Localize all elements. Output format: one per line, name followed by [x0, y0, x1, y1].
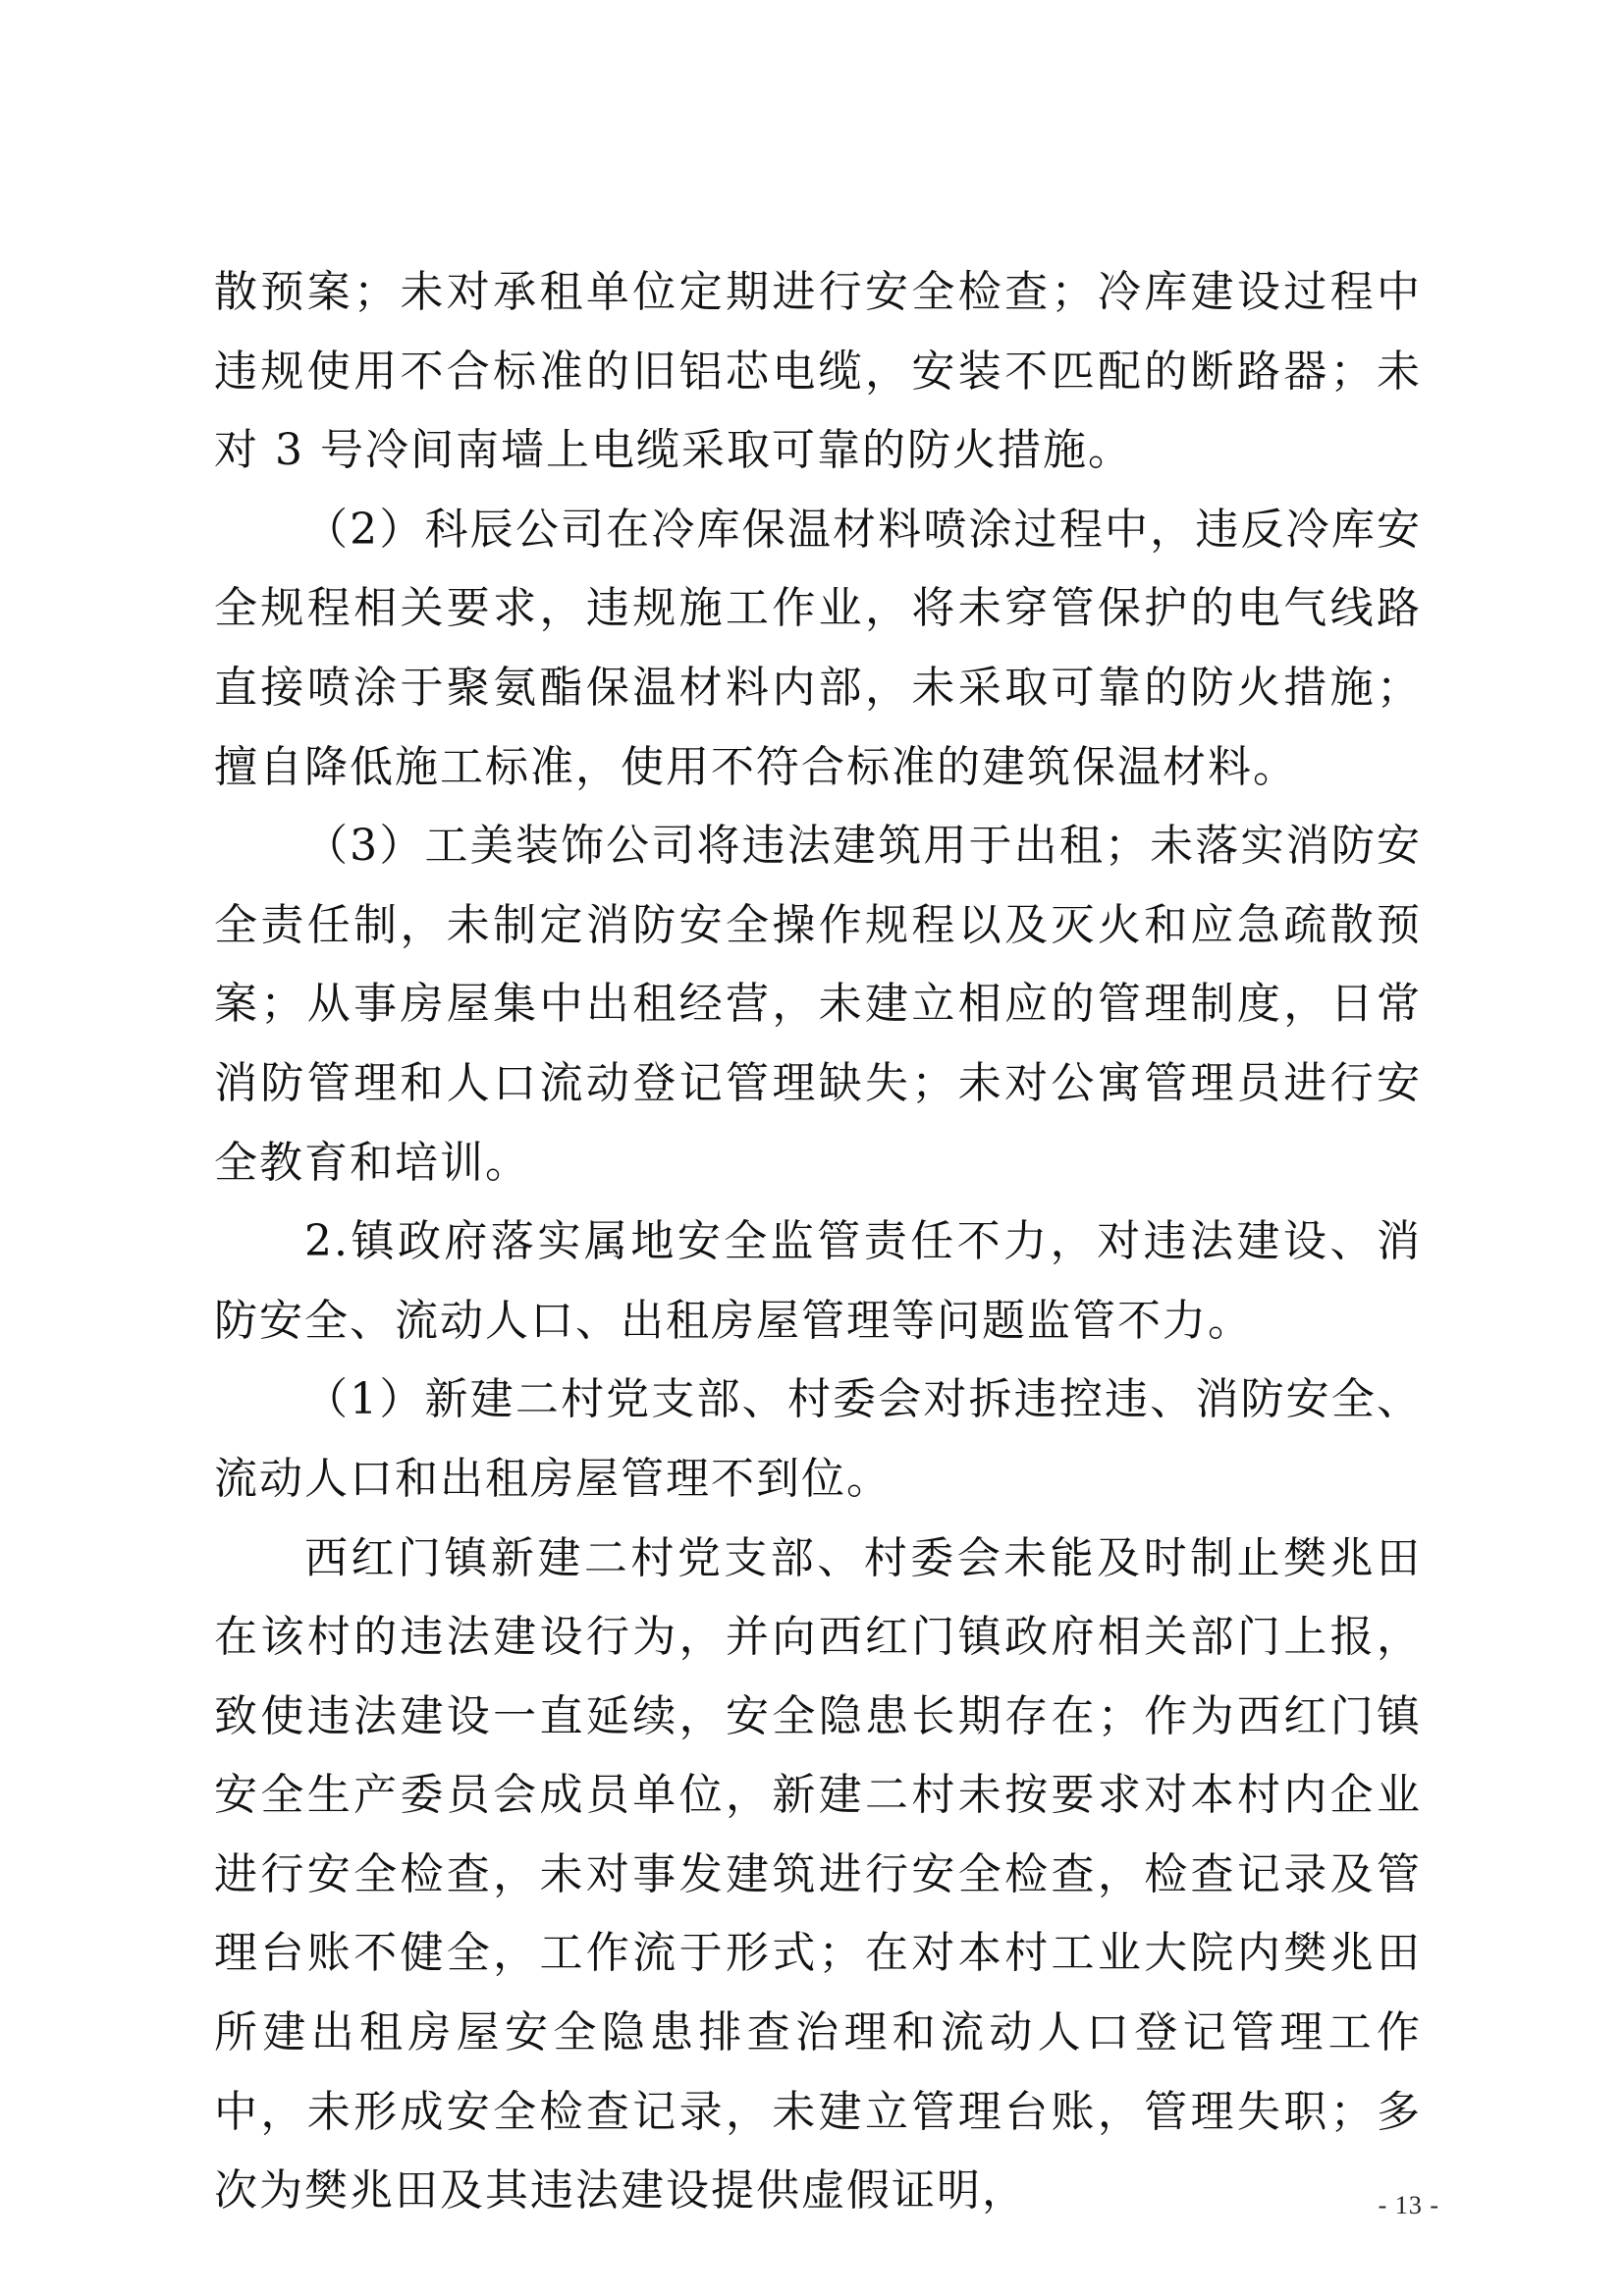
paragraph-town-government: 2.镇政府落实属地安全监管责任不力，对违法建设、消防安全、流动人口、出租房屋管理等问题监管不力。 [214, 1216, 1422, 1346]
page-number: - 13 - [1378, 2191, 1439, 2219]
body-text [214, 253, 1422, 2231]
paragraph-xihongmen-details: 西红门镇新建二村党支部、村委会未能及时制止樊兆田在该村的违法建设行为，并向西红门镇政府相关部门上报，致使违法建设一直延续，安全隐患长期存在；作为西红门镇安全生产委员会成员单位，新建二村未按要求对本村内企业进行安全检查，未对事发建筑进行安全检查，检查记录及管理台账不健全，工作流于形式；在对本村工业大院内樊兆田所建出租房屋安全隐患排查治理和流动人口登记管理工作中，未形成安全检查记录，未建立管理台账，管理失职；多次为樊兆田及其违法建设提供虚假证明， [214, 1532, 1422, 2216]
paragraph-gongmei-company: （3）工美装饰公司将违法建筑用于出租；未落实消防安全责任制，未制定消防安全操作规程以及灭火和应急疏散预案；从事房屋集中出租经营，未建立相应的管理制度，日常消防管理和人口流动登记管理缺失；未对公寓管理员进行安全教育和培训。 [214, 821, 1422, 1188]
paragraph-kechen-company: （2）科辰公司在冷库保温材料喷涂过程中，违反冷库安全规程相关要求，违规施工作业，将未穿管保护的电气线路直接喷涂于聚氨酯保温材料内部，未采取可靠的防火措施；擅自降低施工标准，使用不符合标准的建筑保温材料。 [214, 504, 1422, 792]
paragraph-continuation: 散预案；未对承租单位定期进行安全检查；冷库建设过程中违规使用不合标准的旧铝芯电缆，安装不匹配的断路器；未对 3 号冷间南墙上电缆采取可靠的防火措施。 [214, 267, 1422, 476]
paragraph-village-committee: （1）新建二村党支部、村委会对拆违控违、消防安全、流动人口和出租房屋管理不到位。 [214, 1374, 1422, 1504]
